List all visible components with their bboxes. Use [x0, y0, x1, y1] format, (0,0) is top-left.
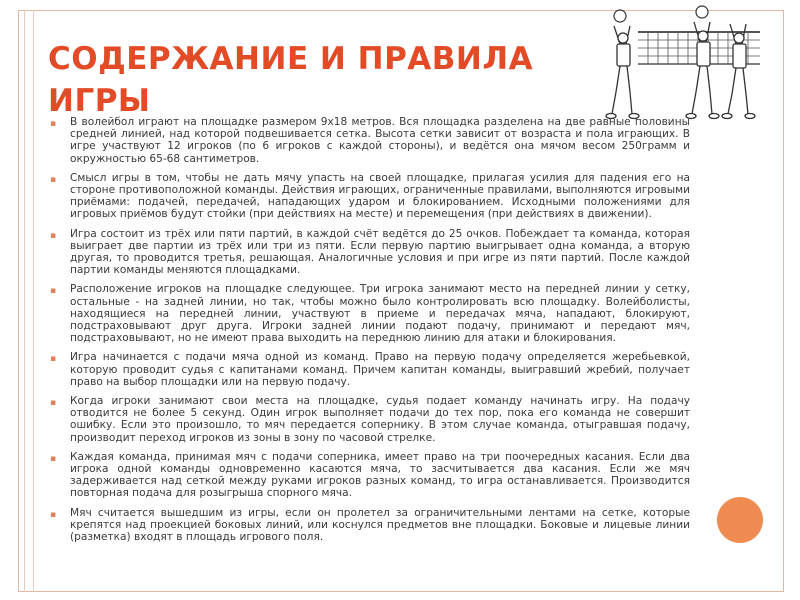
paragraph-text: Расположение игроков на площадке следующее. Три игрока занимают место на передней линии у сетку, остальные - на задней линии, но так, чтобы можно было контролировать всю площадку. Волейболисты, находящиеся на передней линии, участвуют в приеме и передачах мяча, нападают, блокируют, подстраховывают друг друга. Игроки задней линии подают подачу, принимают и передают мяч, подстраховывают, но не имеют права выходить на переднюю линию для атаки и блокирования.	[70, 283, 690, 345]
player-figure	[606, 26, 639, 119]
bullet-icon: ▪	[50, 398, 57, 409]
paragraph-text: Когда игроки занимают свои места на площадке, судья подает команду начинать игру. На подачу отводится не более 5 секунд. Один игрок выполняет подачи до тех пор, пока его команда не совершит ошибку. Если это произошло, то мяч передается сопернику. В этом случае команда, отыгравшая подачу, производит переход игроков из зоны в зону по часовой стрелке.	[70, 395, 690, 444]
slide-title: СОДЕРЖАНИЕ И ПРАВИЛА ИГРЫ	[48, 41, 534, 119]
left-border-rule	[24, 10, 34, 592]
volleyball-players-net-icon	[590, 2, 790, 120]
bullet-icon: ▪	[50, 230, 57, 241]
list-item	[50, 507, 690, 544]
accent-circle	[717, 497, 763, 543]
paragraph-text: Игра состоит из трёх или пяти партий, в каждой счёт ведётся до 25 очков. Побеждает та команда, которая выиграет две партии из трёх или три из пяти. Если первую партию выигрывает одна команда, а вторую другая, то проводится третья, решающая. Аналогичные условия и при игре из пяти партий. После каждой партии команды меняются площадками.	[70, 227, 690, 277]
ball-icon	[696, 6, 708, 18]
list-item	[50, 172, 690, 221]
list-item	[50, 228, 690, 277]
bullet-icon: ▪	[50, 354, 57, 365]
bullet-icon: ▪	[50, 286, 57, 297]
list-item	[50, 451, 690, 500]
list-item	[50, 395, 690, 444]
player-figure	[686, 22, 719, 119]
bullet-icon: ▪	[50, 119, 57, 129]
paragraph-text: Мяч считается вышедшим из игры, если он пролетел за ограничительными лентами на сетке, которые крепятся над проекцией боковых линий, или коснулся предметов вне площадки. Боковые и лицевые линии (разметка) входят в площадь игрового поля.	[70, 506, 690, 544]
paragraph-text: В волейбол играют на площадке размером 9х18 метров. Вся площадка разделена на две равные половины средней линией, над которой подвешивается сетка. Высота сетки зависит от возраста и пола играющих. В игре участвуют 12 игроков (по 6 игроков с каждой стороны), и ведётся она мячом весом 250грамм и окружностью 65-68 сантиметров.	[70, 116, 690, 165]
list-item	[50, 351, 690, 388]
rules-list	[50, 116, 690, 550]
paragraph-text: Смысл игры в том, чтобы не дать мячу упасть на своей площадке, прилагая усилия для падения его на стороне противоположной команды. Действия играющих, ограниченные правилами, выполняются игровыми приёмами: подачей, передачей, нападающих ударом и блокированием. Исходными положениями для игровых приёмов будут стойки (при действиях на месте) и перемещения (при действиях в движении).	[70, 171, 690, 221]
bullet-icon: ▪	[50, 509, 57, 520]
player-figure	[722, 24, 755, 119]
bullet-icon: ▪	[50, 453, 57, 464]
list-item	[50, 283, 690, 344]
paragraph-text: Каждая команда, принимая мяч с подачи соперника, имеет право на три поочередных касания. Если два игрока одной команды одновременно касаются мяча, то засчитывается два касания. Если же мяч задерживается над сеткой между руками игроков разных команд, то игра останавливается. Производится повторная подача для розыгрыша спорного мяча.	[70, 450, 690, 500]
paragraph-text: Игра начинается с подачи мяча одной из команд. Право на первую подачу определяется жеребьевкой, которую проводит судья с капитанами команд. Причем капитан команды, выигравший жребий, получает право на выбор площадки или на первую подачу.	[70, 351, 690, 388]
ball-icon	[614, 10, 626, 22]
list-item	[50, 116, 690, 165]
bullet-icon: ▪	[50, 174, 57, 185]
